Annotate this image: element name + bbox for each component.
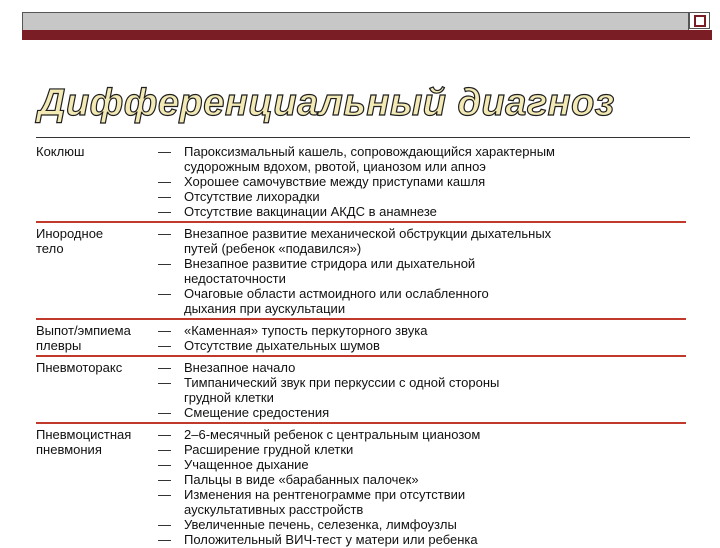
title-divider [36, 137, 690, 138]
findings-list [158, 360, 686, 420]
dash-marker: — [158, 487, 171, 502]
finding-text: Отсутствие дыхательных шумов [184, 338, 380, 353]
list-item [158, 457, 686, 472]
finding-text: Изменения на рентгенограмме при отсутствии аускультативных расстройств [184, 487, 466, 517]
dash-marker: — [158, 375, 171, 390]
table-row [36, 321, 686, 354]
dash-marker: — [158, 472, 171, 487]
corner-square-icon [689, 12, 710, 29]
finding-text: «Каменная» тупость перкуторного звука [184, 323, 428, 338]
finding-text: Хорошее самочувствие между приступами кашля [184, 174, 486, 189]
row-divider [36, 318, 686, 320]
dash-marker: — [158, 360, 171, 375]
list-item [158, 204, 686, 219]
condition-label: Инородное тело [36, 226, 104, 256]
top-decor-bar [22, 12, 689, 31]
differential-table [36, 142, 686, 548]
dash-marker: — [158, 457, 171, 472]
dash-marker: — [158, 204, 171, 219]
dash-marker: — [158, 405, 171, 420]
list-item [158, 226, 686, 256]
list-item [158, 323, 686, 338]
findings-list [158, 144, 686, 219]
finding-text: Пальцы в виде «барабанных палочек» [184, 472, 419, 487]
list-item [158, 405, 686, 420]
dash-marker: — [158, 226, 171, 241]
dash-marker: — [158, 144, 171, 159]
list-item [158, 472, 686, 487]
table-row [36, 142, 686, 220]
list-item [158, 442, 686, 457]
finding-text: Увеличенные печень, селезенка, лимфоузлы [184, 517, 457, 532]
page-title: Дифференциальный диагноз [38, 82, 615, 124]
finding-text: Внезапное развитие стридора или дыхательной недостаточности [184, 256, 476, 286]
finding-text: Отсутствие вакцинации АКДС в анамнезе [184, 204, 437, 219]
row-divider [36, 221, 686, 223]
list-item [158, 360, 686, 375]
dash-marker: — [158, 323, 171, 338]
findings-list [158, 323, 686, 353]
list-item [158, 427, 686, 442]
list-item [158, 487, 686, 517]
table-row [36, 358, 686, 421]
condition-label: Выпот/эмпиема плевры [36, 323, 131, 353]
top-accent-bar [22, 30, 712, 40]
list-item [158, 144, 686, 174]
list-item [158, 375, 686, 405]
list-item [158, 256, 686, 286]
dash-marker: — [158, 256, 171, 271]
finding-text: Положительный ВИЧ-тест у матери или ребенка [184, 532, 478, 547]
row-divider [36, 422, 686, 424]
list-item [158, 174, 686, 189]
dash-marker: — [158, 189, 171, 204]
dash-marker: — [158, 517, 171, 532]
dash-marker: — [158, 338, 171, 353]
condition-label: Коклюш [36, 144, 85, 159]
dash-marker: — [158, 532, 171, 547]
finding-text: 2–6-месячный ребенок с центральным цианозом [184, 427, 481, 442]
finding-text: Внезапное развитие механической обструкции дыхательных путей (ребенок «подавился») [184, 226, 552, 256]
list-item [158, 286, 686, 316]
finding-text: Внезапное начало [184, 360, 296, 375]
dash-marker: — [158, 174, 171, 189]
finding-text: Смещение средостения [184, 405, 330, 420]
finding-text: Расширение грудной клетки [184, 442, 354, 457]
table-row [36, 224, 686, 317]
finding-text: Отсутствие лихорадки [184, 189, 320, 204]
finding-text: Учащенное дыхание [184, 457, 309, 472]
table-row [36, 425, 686, 548]
condition-label: Пневмоторакс [36, 360, 123, 375]
dash-marker: — [158, 442, 171, 457]
list-item [158, 517, 686, 532]
findings-list [158, 427, 686, 547]
row-divider [36, 355, 686, 357]
findings-list [158, 226, 686, 316]
dash-marker: — [158, 427, 171, 442]
finding-text: Очаговые области астмоидного или ослабленного дыхания при аускультации [184, 286, 489, 316]
list-item [158, 338, 686, 353]
dash-marker: — [158, 286, 171, 301]
list-item [158, 189, 686, 204]
finding-text: Тимпанический звук при перкуссии с одной стороны грудной клетки [184, 375, 500, 405]
finding-text: Пароксизмальный кашель, сопровождающийся характерным судорожным вдохом, рвотой, цианозом или апноэ [184, 144, 555, 174]
condition-label: Пневмоцистная пневмония [36, 427, 132, 457]
